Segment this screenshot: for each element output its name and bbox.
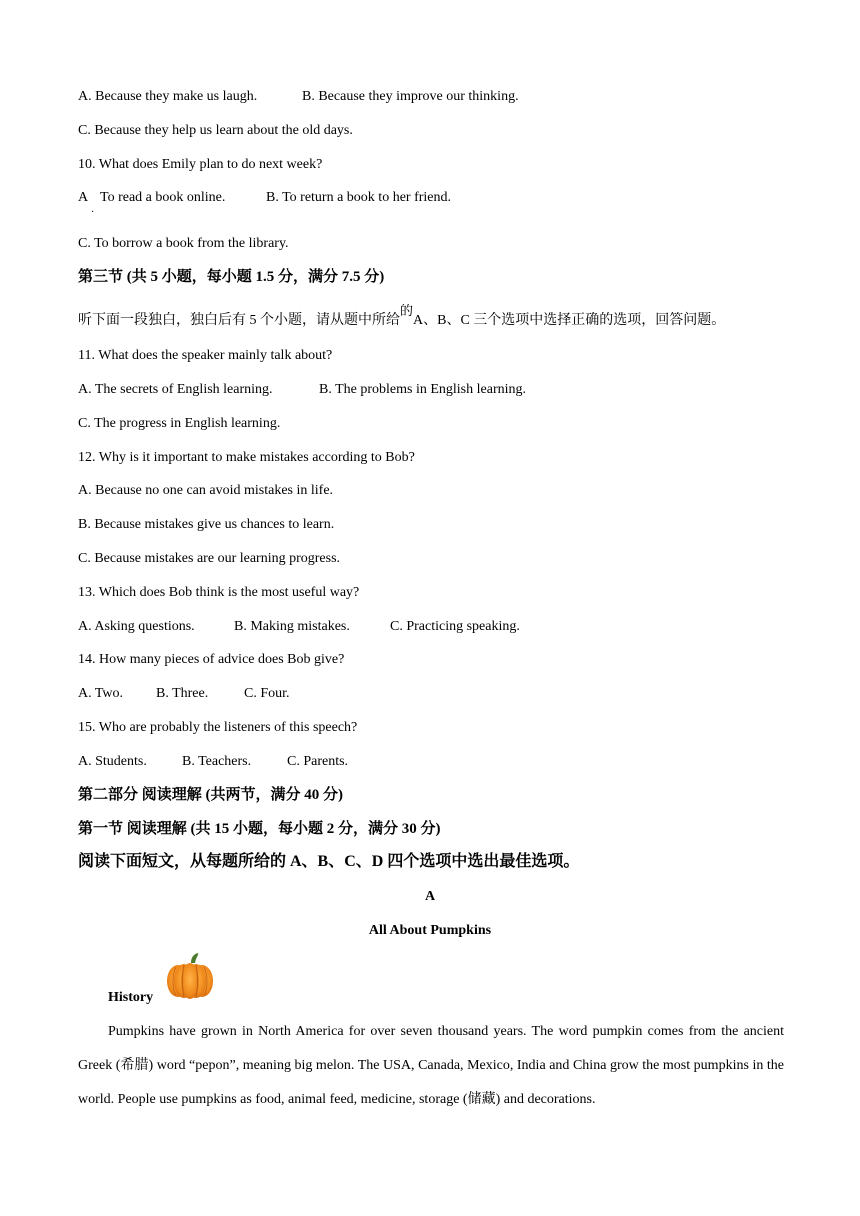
q10-option-a-letter: A xyxy=(78,190,89,205)
q15-options xyxy=(78,753,348,771)
part2-section1-heading: 第一节 阅读理解 (共 15 小题，每小题 2 分，满分 30 分) xyxy=(78,821,441,837)
q13-option-c: C. Practicing speaking. xyxy=(390,619,520,634)
section3-instruction-after: A、B、C 三个选项中选择正确的选项，回答问题。 xyxy=(413,313,726,328)
q13-options xyxy=(78,618,520,636)
pumpkin-icon xyxy=(164,951,216,1003)
q11-option-a: A. The secrets of English learning. xyxy=(78,382,273,397)
q10-option-b: B. To return a book to her friend. xyxy=(266,190,451,205)
part2-heading: 第二部分 阅读理解 (共两节，满分 40 分) xyxy=(78,787,343,803)
passage-letter: A xyxy=(424,889,436,904)
q12-option-a: A. Because no one can avoid mistakes in life. xyxy=(78,483,334,498)
q15-option-a: A. Students. xyxy=(78,754,147,769)
passage-title: All About Pumpkins xyxy=(368,923,492,938)
q14-option-a: A. Two. xyxy=(78,686,124,701)
q14-option-b: B. Three. xyxy=(156,686,209,701)
history-label: History xyxy=(108,990,154,1005)
q10-options-row-1 xyxy=(78,189,451,207)
section3-instruction xyxy=(78,303,726,330)
q15-option-b: B. Teachers. xyxy=(182,754,252,769)
option-dot-mark: · xyxy=(91,207,95,218)
passage-paragraph: Pumpkins have grown in North America for over seven thousand years. The word pumpkin comes from the ancient Greek (希腊) word “pepon”, meaning big melon. The USA, Canada, Mexico, India and China grow the most pumpkins in the world. People use pumpkins as food, animal feed, medicine, storage (储藏) and decorations. xyxy=(78,1024,784,1107)
q9-option-a: A. Because they make us laugh. xyxy=(78,89,258,104)
q15-question: 15. Who are probably the listeners of this speech? xyxy=(78,720,358,735)
q10-option-c: C. To borrow a book from the library. xyxy=(78,236,289,251)
section3-instruction-super: 的 xyxy=(400,303,414,318)
q10-question: 10. What does Emily plan to do next week? xyxy=(78,157,323,172)
q14-options xyxy=(78,685,290,703)
q10-option-a-text: To read a book online. xyxy=(100,190,226,205)
q9-option-c: C. Because they help us learn about the old days. xyxy=(78,123,353,138)
q11-option-c: C. The progress in English learning. xyxy=(78,416,281,431)
q13-question: 13. Which does Bob think is the most useful way? xyxy=(78,585,360,600)
section3-heading: 第三节 (共 5 小题，每小题 1.5 分，满分 7.5 分) xyxy=(78,269,385,285)
q15-option-c: C. Parents. xyxy=(287,754,349,769)
q11-options-row-1 xyxy=(78,381,526,399)
q14-option-c: C. Four. xyxy=(244,686,290,701)
q11-option-b: B. The problems in English learning. xyxy=(319,382,526,397)
q13-option-a: A. Asking questions. xyxy=(78,619,195,634)
part2-instruction: 阅读下面短文，从每题所给的 A、B、C、D 四个选项中选出最佳选项。 xyxy=(78,853,580,870)
q12-option-c: C. Because mistakes are our learning progress. xyxy=(78,551,341,566)
q14-question: 14. How many pieces of advice does Bob give? xyxy=(78,652,345,667)
q9-options-row-1 xyxy=(78,88,519,106)
q12-question: 12. Why is it important to make mistakes according to Bob? xyxy=(78,450,415,465)
q12-option-b: B. Because mistakes give us chances to learn. xyxy=(78,517,335,532)
q13-option-b: B. Making mistakes. xyxy=(234,619,350,634)
section3-instruction-before: 听下面一段独白，独白后有 5 个小题，请从题中所给 xyxy=(78,313,400,328)
q11-question: 11. What does the speaker mainly talk about? xyxy=(78,348,333,363)
q9-option-b: B. Because they improve our thinking. xyxy=(302,89,519,104)
